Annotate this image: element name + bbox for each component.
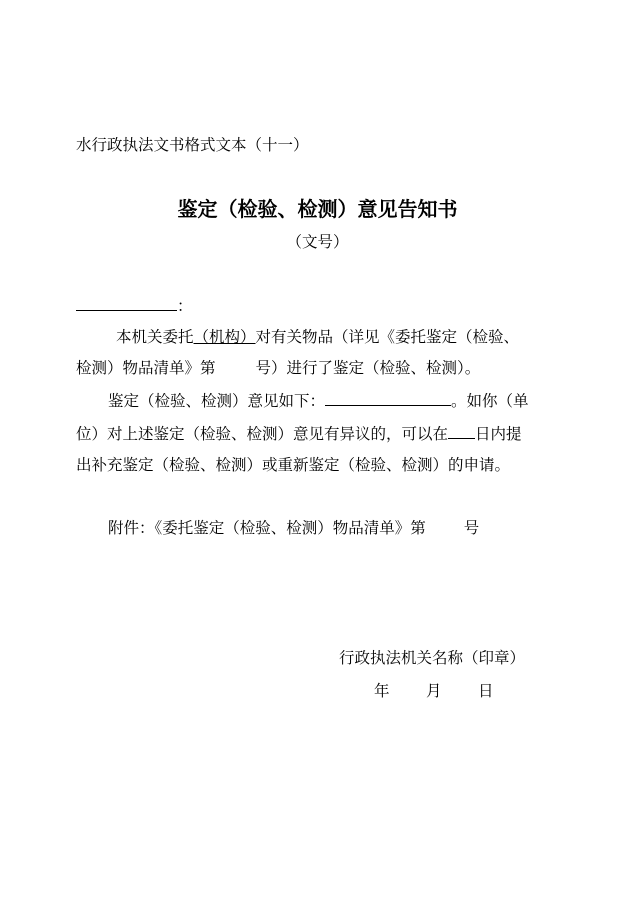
form-label: 水行政执法文书格式文本（十一）: [76, 136, 309, 154]
recipient-blank: [76, 293, 177, 311]
document-number: （文号）: [286, 233, 349, 251]
document-title: 鉴定（检验、检测）意见告知书: [177, 197, 458, 221]
days-blank: [448, 421, 475, 439]
p1-text-a: 本机关委托: [116, 328, 194, 346]
attachment-text: 附件：《委托鉴定（检验、检测）物品清单》第: [108, 519, 426, 537]
agency-placeholder: （机构）: [193, 328, 256, 346]
attachment-line: [108, 516, 479, 538]
salutation-line: [76, 293, 193, 316]
date-day: 日: [478, 682, 494, 700]
paragraph1-line2: [76, 356, 480, 378]
date-month: 月: [426, 682, 442, 700]
attachment-suffix: 号: [463, 519, 480, 537]
authority-signature: 行政执法机关名称（印章）: [339, 649, 526, 667]
p2-text-a: 鉴定（检验、检测）意见如下：: [108, 392, 326, 410]
paragraph2-line3: 出补充鉴定（检验、检测）或重新鉴定（检验、检测）的申请。: [76, 456, 511, 474]
p1-text-c: 检测）物品清单》第: [76, 359, 216, 377]
opinion-blank: [325, 388, 451, 406]
p2-text-b: 。如你（单: [451, 392, 529, 410]
date-year: 年: [374, 682, 390, 700]
paragraph2-line1: [108, 388, 529, 411]
salutation-colon: ：: [177, 297, 193, 315]
paragraph1-line1: [116, 325, 519, 347]
p1-text-d: 号）进行了鉴定（检验、检测）。: [255, 359, 481, 377]
p2-text-c: 位）对上述鉴定（检验、检测）意见有异议的，可以在: [76, 425, 449, 443]
p1-text-b: 对有关物品（详见《委托鉴定（检验、: [255, 328, 520, 346]
p2-text-d: 日内提: [475, 425, 522, 443]
paragraph2-line2: [76, 421, 522, 444]
